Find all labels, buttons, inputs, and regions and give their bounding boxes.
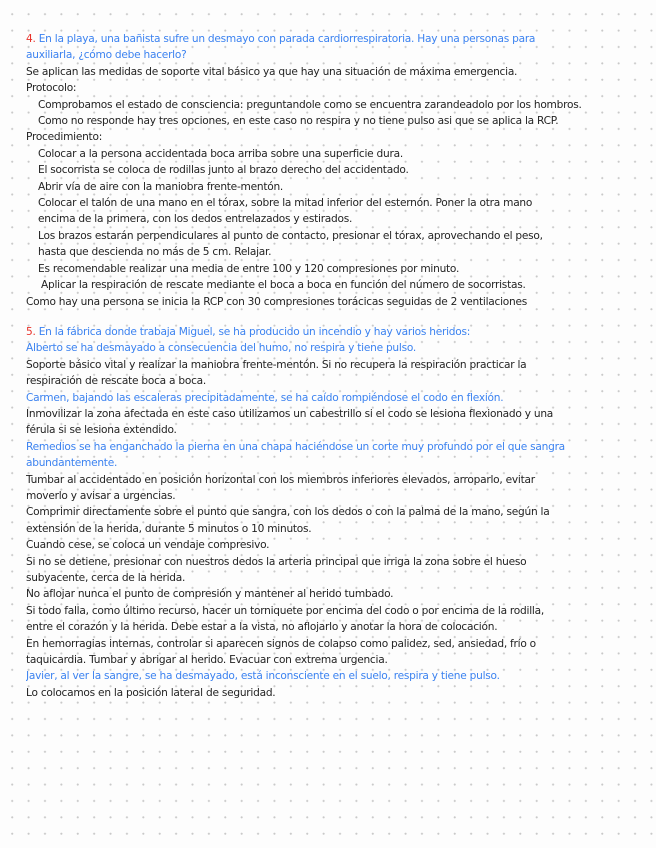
- q4-protocol-label: Protocolo:: [26, 82, 77, 95]
- q4-procedure-step: encima de la primera, con los dedos entrelazados y estirados.: [38, 213, 353, 226]
- q5-remedios-answer: entre el corazón y la herida. Debe estar a la vista, no aflojarlo y anotar la hora de colocación.: [26, 621, 498, 634]
- q5-javier-case: Javier, al ver la sangre, se ha desmayado, está inconsciente en el suelo, respira y tiene pulso.: [26, 670, 500, 683]
- q4-conclusion: Como hay una persona se inicia la RCP con 30 compresiones torácicas seguidas de 2 ventilaciones: [26, 295, 528, 308]
- q5-remedios-case: Remedios se ha enganchado la pierna en una chapa haciéndose un corte muy profundo por el que sangra: [26, 440, 565, 453]
- q4-procedure-step: Los brazos estarán perpendiculares al punto de contacto, presionar el tórax, aprovechando el peso,: [38, 229, 543, 242]
- q4-procedure-step: El socorrista se coloca de rodillas junto al brazo derecho del accidentado.: [38, 164, 409, 177]
- q5-alberto-answer: respiración de rescate boca a boca.: [26, 375, 207, 388]
- q5-title: [26, 324, 646, 340]
- q5-remedios-answer: No aflojar nunca el punto de compresión y mantener al herido tumbado.: [26, 588, 394, 601]
- q4-protocol-step: Como no responde hay tres opciones, en este caso no respira y no tiene pulso asi que se aplica la RCP.: [38, 115, 559, 128]
- q5-remedios-answer: subyacente, cerca de la herida.: [26, 572, 186, 584]
- q4-number: 4.: [26, 33, 36, 45]
- q4-procedure-step: Es recomendable realizar una media de entre 100 y 120 compresiones por minuto.: [38, 262, 460, 275]
- q4-procedure-step: Abrir vía de aire con la maniobra frente-mentón.: [38, 180, 284, 193]
- q5-remedios-answer: Tumbar al accidentado en posición horizontal con los miembros inferiores elevados, arroparlo, evitar: [26, 473, 535, 486]
- q5-javier-answer: Lo colocamos en la posición lateral de seguridad.: [26, 686, 276, 699]
- q5-remedios-answer: extensión de la herida, durante 5 minutos o 10 minutos.: [26, 522, 312, 535]
- q5-alberto-case: Alberto se ha desmayado a consecuencia del humo, no respira y tiene pulso.: [26, 342, 417, 355]
- q5-remedios-answer: Cuando cese, se coloca un vendaje compresivo.: [26, 539, 270, 552]
- q5-remedios-answer: En hemorragias internas, controlar si aparecen signos de colapso como palidez, sed, ansiedad, frío o: [26, 637, 536, 650]
- q5-alberto-answer: Soporte básico vital y realizar la maniobra frente-mentón. Si no recupera la respiración practicar la: [26, 358, 527, 371]
- q5-remedios-answer: taquicardia. Tumbar y abrigar al herido. Evacuar con extrema urgencia.: [26, 654, 388, 667]
- q4-title-line-2: auxiliarla, ¿cómo debe hacerlo?: [26, 49, 187, 62]
- q4-procedure-step: Colocar a la persona accidentada boca arriba sobre una superficie dura.: [38, 147, 403, 160]
- q5-carmen-case: Carmen, bajando las escaleras precipitadamente, se ha caído rompiéndose el codo en flexión.: [26, 391, 504, 404]
- q5-remedios-answer: Si todo falla, como último recurso, hacer un torniquete por encima del codo o por encima de la rodilla,: [26, 604, 544, 617]
- q4-procedure-step: Aplicar la respiración de rescate mediante el boca a boca en función del número de socorristas.: [41, 279, 526, 292]
- q5-carmen-answer: Inmovilizar la zona afectada en este caso utilizamos un cabestrillo si el codo se lesiona flexionado y una: [26, 407, 554, 420]
- q5-number: 5.: [26, 325, 36, 338]
- q5-remedios-case: abundantemente.: [26, 457, 118, 470]
- q5-title-text: En la fábrica donde trabaja Miguel, se ha producido un incendio y hay varios heridos:: [35, 325, 471, 338]
- q4-intro: Se aplican las medidas de soporte vital básico ya que hay una situación de máxima emergencia.: [26, 65, 518, 78]
- q4-protocol-step: Comprobamos el estado de consciencia: preguntandole como se encuentra zarandeadolo por los hombros.: [38, 98, 582, 111]
- q5-remedios-answer: moverlo y avisar a urgencias.: [26, 489, 176, 502]
- q4-procedure-label: Procedimiento:: [26, 131, 103, 144]
- q4-procedure-step: hasta que descienda no más de 5 cm. Relajar.: [38, 246, 272, 259]
- q4-title-text: En la playa, una bañista sufre un desmayo con parada cardiorrespiratoria. Hay una personas para: [35, 33, 536, 45]
- q5-remedios-answer: Comprimir directamente sobre el punto que sangra, con los dedos o con la palma de la mano, según la: [26, 506, 550, 519]
- notebook-page: [26, 31, 646, 701]
- q4-procedure-step: Colocar el talón de una mano en el tórax, sobre la mitad inferior del esternón. Poner la otra mano: [38, 197, 533, 210]
- section-gap: [26, 310, 646, 324]
- q4-title-line-1: [26, 31, 646, 47]
- q5-carmen-answer: férula si se lesiona extendido.: [26, 424, 177, 437]
- q5-remedios-answer: Si no se detiene, presionar con nuestros dedos la arteria principal que irriga la zona sobre el hueso: [26, 555, 527, 568]
